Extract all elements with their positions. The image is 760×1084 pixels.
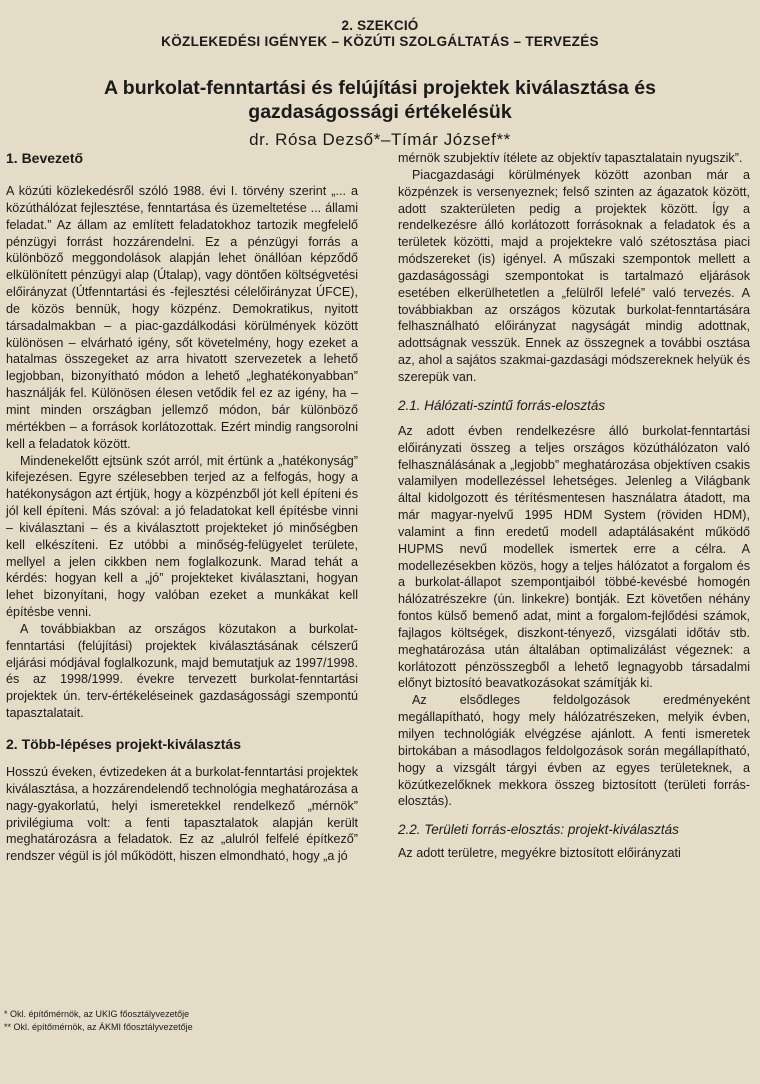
heading-regional-allocation: 2.2. Területi forrás-elosztás: projekt-kiválasztás [398, 822, 679, 838]
paragraph: A továbbiakban az országos közutakon a burkolat-fenntartási (felújítási) projektek kiválasztásának célszerű eljárási módjával foglalkozunk, majd bemutatjuk az 1997/1998. és az 1998/1999. évekre tervezett burkolat-fenntartási projektek ún. terv-értékeléseinek gazdaságossági szempontú tapasztalatait. [6, 621, 358, 721]
paragraph: A közúti közlekedésről szóló 1988. évi I. törvény szerint „... a közúthálózat fejlesztése, fenntartása és üzemeltetése ... állami feladat.” Az állam az említett feladatokhoz tartozik megfelelő pénzügyi forrást hozzárendelni. Ez a pénzügyi forrás a különböző meggondolások alapján lehet önállóan képződő elkülönített pénzügyi alap (Útalap), vagy döntően költségvetési előirányzat (Útfenntartási és -fejlesztési célelőirányzat ÚFCE), de közös bennük, hogy közpénz. Demokratikus, nyitott társadalmakban – a piac-gazdálkodási körülmények között különösen – elvárható igény, sőt követelmény, hogy ezeket a hatalmas összegeket az arra hivatott szervezetek a lehető legjobban, bizonyítható módon a lehető „leghatékonyabban” használják fel. Különösen élesen vetődik fel ez az igény, ha – mint minden országban jellemző módon, bár különböző mértékben – a források korlátozottak. Ezért mindig rangsorolni kell a feladatok között. [6, 184, 358, 451]
paragraph: Piacgazdasági körülmények között azonban már a közpénzek is versenyeznek; felső szinten az ágazatok között, adott szakterületen pedig a projektek között. Így a rendelkezésre álló korlátozott forrásoknak a feladatok és a területek közötti, majd a projektekre való szétosztása piaci módszereket (is) igényel. A műszaki szempontok mellett a gazdaságossági szempontokat is tartalmazó eljárások esetében elkerülhetetlen a „felülről lefelé” való tervezés. A továbbiakban az országos közutak burkolat-fenntartására felhasználható előirányzat nagyságát mindig adottnak, adottságnak vesszük. Ennek az összegnek a további osztása az, ahol a sajátos szakmai-gazdasági módszereknek helyük és szerepük van. [398, 167, 750, 384]
footnotes [4, 1008, 193, 1034]
footnote: * Okl. építőmérnök, az UKIG főosztályvezetője [4, 1009, 190, 1019]
paragraph: Az adott területre, megyékre biztosított előirányzati [398, 846, 681, 861]
heading-multistep-selection: 2. Több-lépéses projekt-kiválasztás [6, 736, 241, 752]
paragraph: Hosszú éveken, évtizedeken át a burkolat-fenntartási projektek kiválasztása, a hozzárendelendő technológia meghatározása a nagy-gyakorlatú, helyi ismeretekkel rendelkező „mérnök” privilégiuma volt: a fenti tapasztalatok alapján került meghatározásra a feladatok. Ez az „alulról felfelé építkező” rendszer végül is jól működött, hiszen elmondható, hogy „a jó [6, 765, 358, 864]
right-column [398, 150, 750, 862]
section-number: 2. SZEKCIÓ [341, 18, 419, 33]
heading-introduction: 1. Bevezető [6, 150, 84, 166]
footnote: ** Okl. építőmérnök, az ÁKMI főosztályvezetője [4, 1022, 193, 1032]
paragraph: Mindenekelőtt ejtsünk szót arról, mit értünk a „hatékonyság” kifejezésen. Egyre szélesebben terjed az a felfogás, hogy a hatékonyságon azt értjük, hogy a közpénzből jót kell építeni és jól kell építeni. Más szóval: a jó feladatokat kell építésbe vinni – kiválasztani – és a kiválasztott projekteket jó minőségben kell elkészíteni. Ez utóbbi a minőség-felügyelet területe, mellyel a jelen cikkben nem foglalkozunk. Marad tehát a kérdés: hogyan kell a „jó” projekteket kiválasztani, hogyan lehet bizonyítani, hogy valóban ezeket a munkákat kell építésbe venni. [6, 453, 358, 620]
authors: dr. Rósa Dezső*–Tímár József** [249, 130, 511, 149]
section-title: KÖZLEKEDÉSI IGÉNYEK – KÖZÚTI SZOLGÁLTATÁS – TERVEZÉS [161, 34, 599, 49]
article-title: A burkolat-fenntartási és felújítási projektek kiválasztása és gazdaságossági értékelésük [104, 77, 656, 123]
paragraph: Az elsődleges feldolgozások eredményeként megállapítható, hogy mely hálózatrészeken, melyik évben, milyen technológiák elvégzése ajánlott. A fenti ismeretek birtokában a másodlagos feldolgozások során megállapítható, hogy a vizsgált tárgyi évben az egyes területeknek, a közútkezelőknek mekkora összeg biztosított (területi forrás-elosztás). [398, 693, 750, 809]
paragraph: mérnök szubjektív ítélete az objektív tapasztalatain nyugszik”. [398, 151, 743, 165]
heading-network-level: 2.1. Hálózati-szintű forrás-elosztás [398, 397, 606, 413]
left-column [6, 150, 358, 865]
paragraph: Az adott évben rendelkezésre álló burkolat-fenntartási előirányzati összeg a teljes országos közúthálózaton való felhasználásának a „legjobb” meghatározása objektíven csakis valamilyen modellezéssel lehetséges. Jelenleg a Világbank által kidolgozott és térítésmentesen használatra átadott, ma már magyar-nyelvű 1995 HDM System (röviden HDM), valamint a finn eredetű modell adaptálásaként működő HUPMS nevű modellek ismertek erre a célra. A modellezésekben közös, hogy a teljes hálózatot a forgalom és a burkolat-állapot szempontjaiból többé-kevésbé homogén hálózatrészekre (ún. linkekre) bontják. Ezt követően néhány fontos külső bemenő adat, mint a forgalom-fejlődési számok, fajlagos költségek, diszkont-tényező, vizsgálati időtáv stb. meghatározása után általában optimalizálást végeznek: a korlátozott pénzösszegből a lehető legnagyobb társadalmi előnyt biztosító beavatkozásokat számítják ki. [398, 423, 750, 691]
section-header [0, 18, 760, 49]
